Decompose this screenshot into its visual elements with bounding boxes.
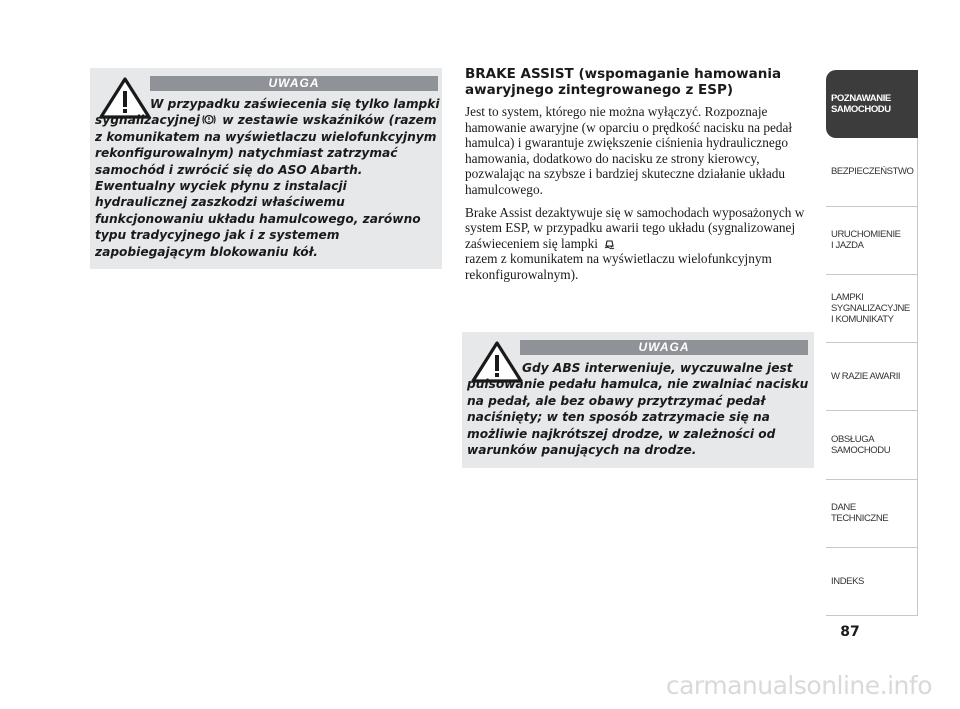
warning-banner: UWAGA xyxy=(520,340,808,355)
warning-banner: UWAGA xyxy=(150,76,438,91)
tab-obsluga-samochodu[interactable]: OBSŁUGA SAMOCHODU xyxy=(826,411,918,479)
tab-indeks[interactable]: INDEKS xyxy=(826,548,918,616)
section-heading: BRAKE ASSIST (wspomaganie hamowania awaryjnego zintegrowanego z ESP) xyxy=(465,66,782,98)
warning-text-body: Gdy ABS interweniuje, wyczuwalne jest pulsowanie pedału hamulca, nie zwalniać nacisku na pedał, ale bez obawy przytrzymać pedał naciśnięty; w ten sposób zatrzymacie się na możliwie najkrótszej drodze, w zależności od warunków panujących na drodze. xyxy=(467,361,809,458)
tab-uruchomienie-i-jazda[interactable]: URUCHOMIENIE I JAZDA xyxy=(826,207,918,275)
page-number: 87 xyxy=(840,624,860,640)
tab-poznawanie-samochodu[interactable]: POZNAWANIE SAMOCHODU xyxy=(826,70,918,138)
tab-dane-techniczne[interactable]: DANE TECHNICZNE xyxy=(826,480,918,548)
warning-text xyxy=(467,360,812,458)
warning-text-part-2: w zestawie wskaźników (razem z komunikatem na wyświetlaczu wielofunkcyjnym rekonfigurowalnym) natychmiast zatrzymać samochód i zwrócić się do ASO Abarth. Ewentualny wyciek płynu z instalacji hydraulicznej zaszkodzi właściwemu funkcjonowaniu układu hamulcowego, zarówno typu tradycyjnego jak i z systemem zapobiegającym blokowaniu kół. xyxy=(95,113,437,259)
watermark: carmanualsonline.info xyxy=(665,671,932,700)
warning-text-part-1: W przypadku zaświecenia się tylko lampki sygnalizacyjnej xyxy=(95,97,440,128)
esp-lamp-icon xyxy=(603,237,616,250)
paragraph-2-part-2: razem z komunikatem na wyświetlaczu wielofunkcyjnym rekonfigurowalnym). xyxy=(465,251,772,282)
paragraph-1: Jest to system, którego nie można wyłączyć. Rozpoznaje hamowanie awaryjne (w oparciu o prędkość nacisku na pedał hamulca) i gwarantuje zwiększenie ciśnienia hydraulicznego hamowania, dodatkowo do nacisku ze strony kierowcy, pozwalając na szybsze i bardziej skuteczne działanie układu hamulcowego. xyxy=(465,104,793,197)
tab-bezpieczenstwo[interactable]: BEZPIECZEŃSTWO xyxy=(826,138,918,206)
warning-box-left xyxy=(90,68,442,269)
warning-text xyxy=(95,96,440,260)
tab-lampki-sygnalizacyjne[interactable]: LAMPKI SYGNALIZACYJNE I KOMUNIKATY xyxy=(826,275,918,343)
brake-warning-lamp-icon xyxy=(202,113,216,126)
tab-w-razie-awarii[interactable]: W RAZIE AWARII xyxy=(826,343,918,411)
chapter-tabs xyxy=(826,70,918,616)
paragraph-2 xyxy=(465,205,810,283)
warning-box-right xyxy=(462,332,814,468)
main-column xyxy=(465,66,810,290)
paragraph-2-part-1: Brake Assist dezaktywuje się w samochodach wyposażonych w system ESP, w przypadku awarii tego układu (sygnalizowanej zaświeceniem się lampki xyxy=(465,204,805,251)
